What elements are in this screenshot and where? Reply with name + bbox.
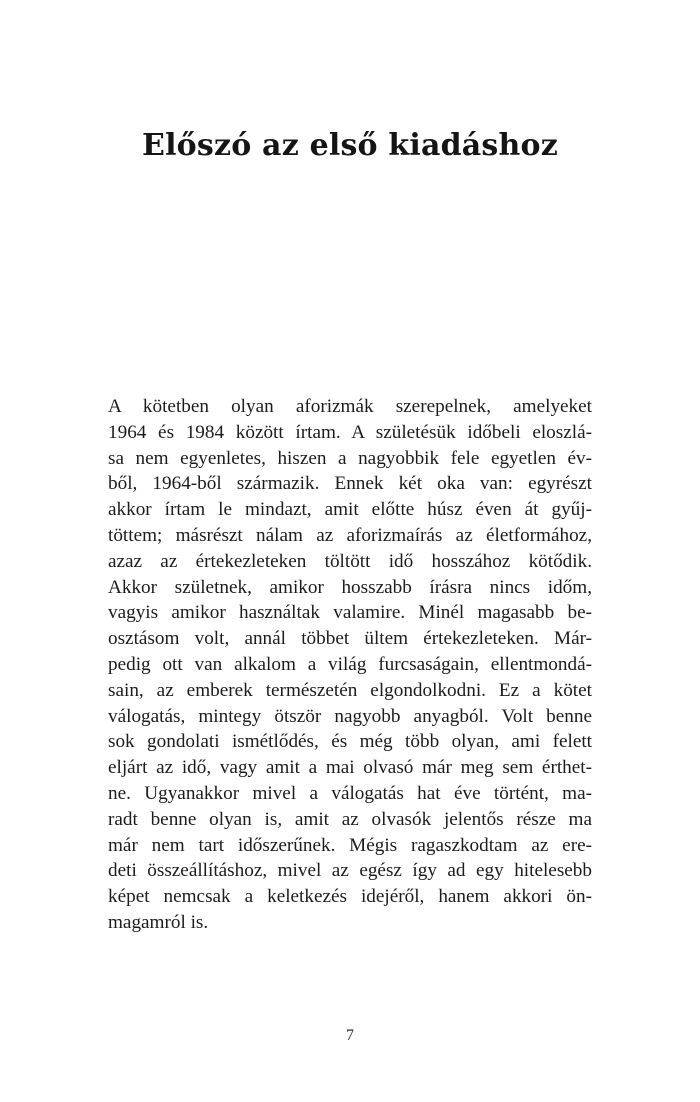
text-line: ből, 1964-ből származik. Ennek két oka van: egyrészt — [108, 473, 592, 495]
text-line: 1964 és 1984 között írtam. A születésük időbeli eloszlá- — [108, 421, 592, 443]
text-line: sain, az emberek természetén elgondolkodni. Ez a kötet — [108, 679, 592, 701]
text-line: eljárt az idő, vagy amit a mai olvasó már meg sem érthet- — [108, 757, 592, 779]
text-line: töttem; másrészt nálam az aforizmaírás az életformához, — [108, 524, 592, 546]
text-line: Akkor születnek, amikor hosszabb írásra nincs időm, — [108, 576, 592, 598]
page-number: 7 — [346, 1027, 354, 1044]
text-line: azaz az értekezleteken töltött idő hosszához kötődik. — [108, 550, 592, 572]
body-text — [108, 394, 592, 936]
text-line: vagyis amikor használtak valamire. Minél magasabb be- — [108, 602, 592, 624]
text-line: radt benne olyan is, amit az olvasók jelentős része ma — [108, 808, 592, 830]
text-line: pedig ott van alkalom a világ furcsaságain, ellentmondá- — [108, 653, 592, 675]
text-line: magamról is. — [108, 911, 209, 933]
page-title: Előszó az első kiadáshoz — [142, 128, 558, 163]
text-line: deti összeállításhoz, mivel az egész így ad egy hitelesebb — [108, 860, 592, 882]
text-line: már nem tart időszerűnek. Mégis ragaszkodtam az ere- — [108, 834, 592, 856]
text-line: válogatás, mintegy ötször nagyobb anyagból. Volt benne — [108, 705, 592, 727]
text-line: akkor írtam le mindazt, amit előtte húsz éven át gyűj- — [108, 499, 592, 521]
text-line: sok gondolati ismétlődés, és még több olyan, ami felett — [108, 731, 592, 753]
text-line: osztásom volt, annál többet ültem értekezleteken. Már- — [108, 628, 592, 650]
text-line: képet nemcsak a keletkezés idejéről, hanem akkori ön- — [108, 886, 592, 908]
text-line: ne. Ugyanakkor mivel a válogatás hat éve történt, ma- — [108, 782, 592, 804]
text-line: A kötetben olyan aforizmák szerepelnek, amelyeket — [108, 396, 592, 417]
text-line: sa nem egyenletes, hiszen a nagyobbik fele egyetlen év- — [108, 447, 592, 469]
